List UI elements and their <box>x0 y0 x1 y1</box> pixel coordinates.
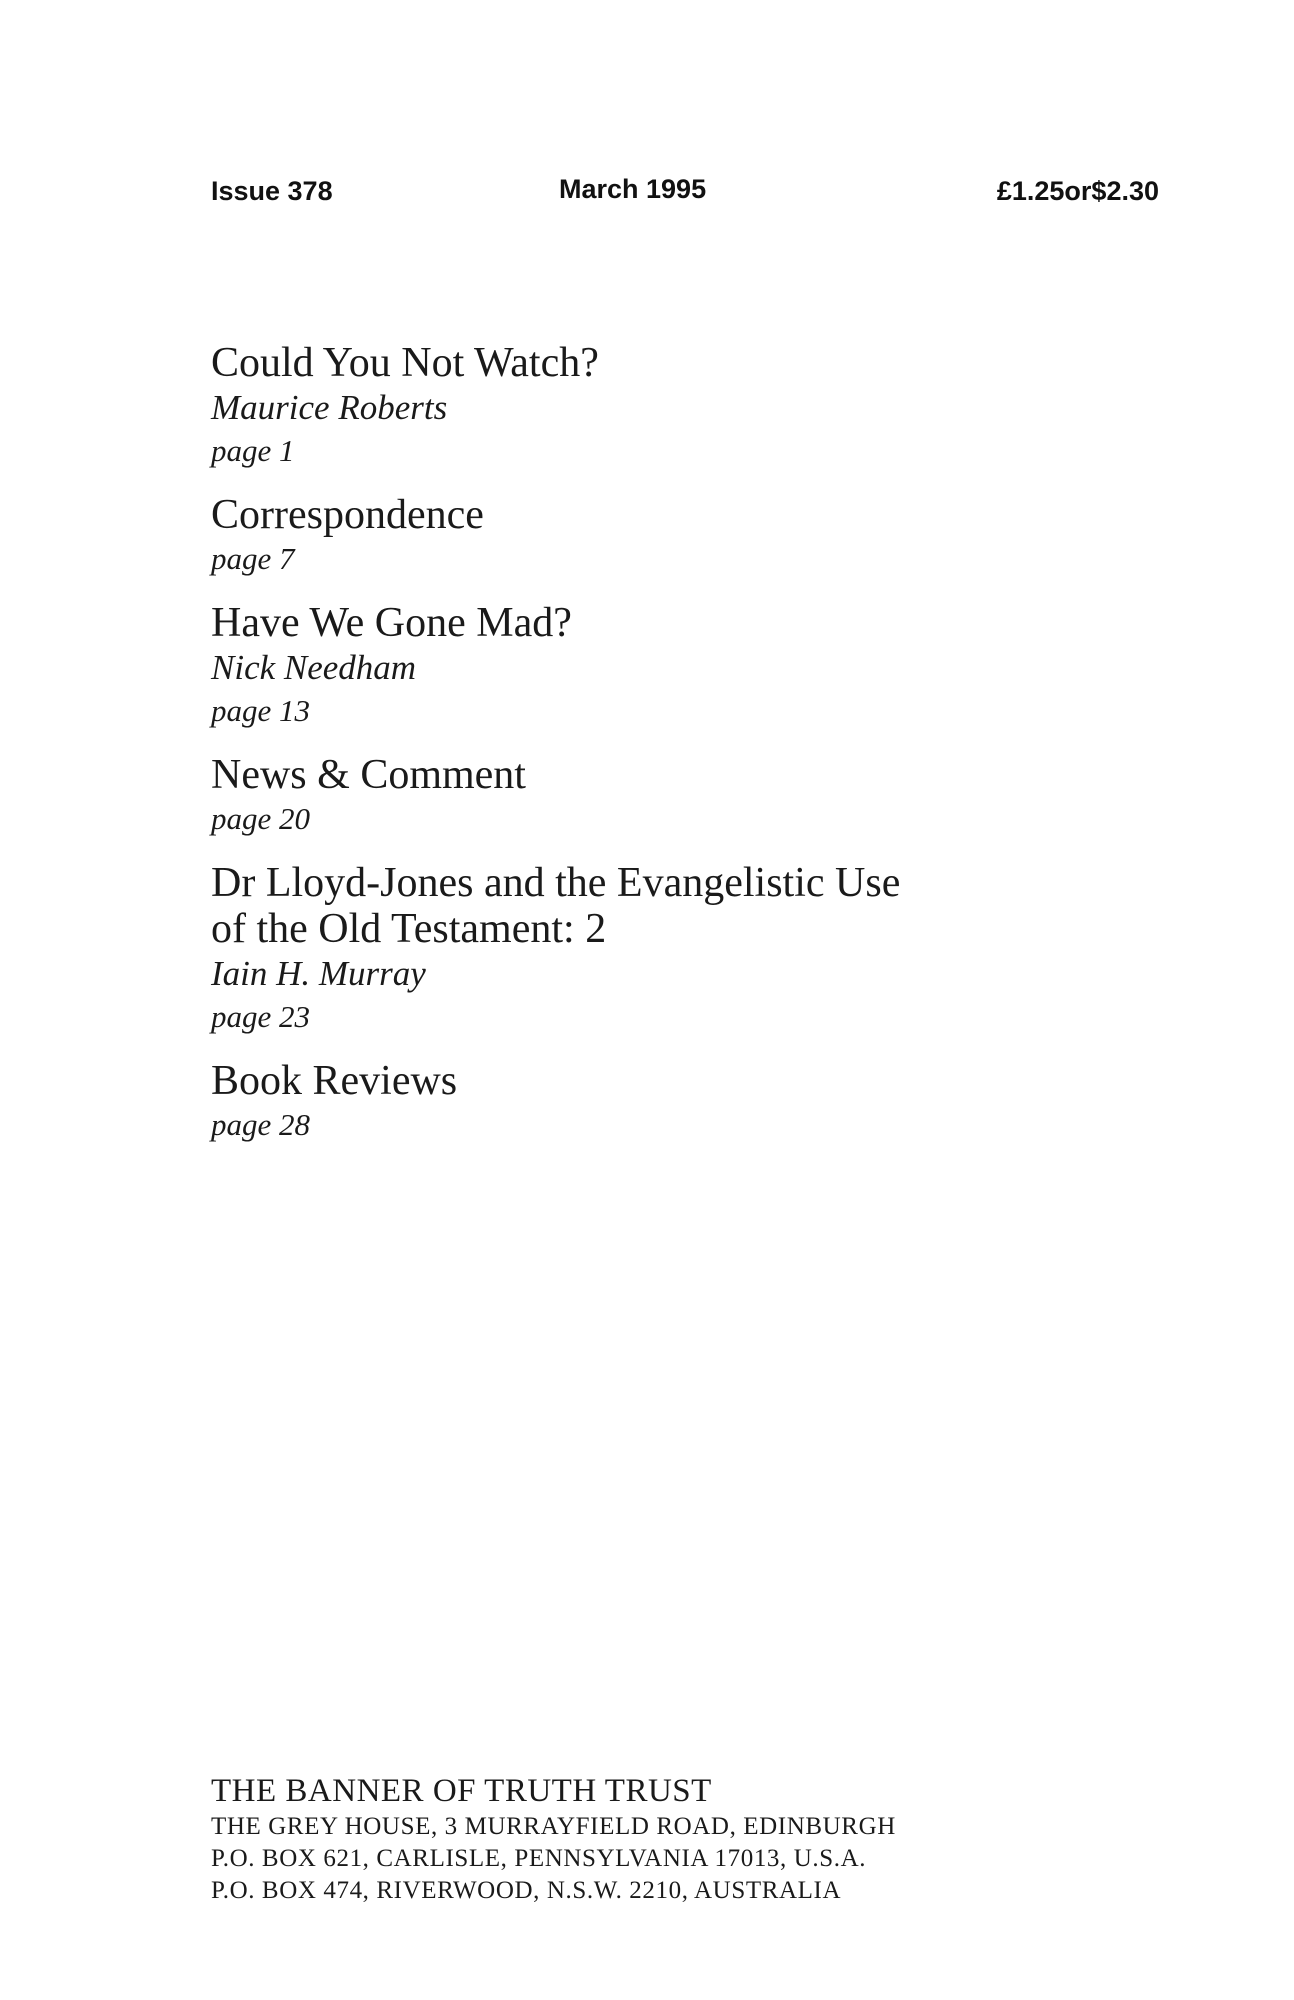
publisher-block <box>211 1771 1211 1907</box>
publisher-address: P.O. BOX 621, CARLISLE, PENNSYLVANIA 17013, U.S.A. <box>211 1845 867 1872</box>
price <box>997 176 1159 207</box>
article-title: Book Reviews <box>211 1058 458 1104</box>
article-title: Have We Gone Mad? <box>211 600 572 646</box>
price-usd: $2.30 <box>1091 176 1159 206</box>
article-page: page 13 <box>211 693 311 728</box>
article-page: page 23 <box>211 999 311 1034</box>
article-title: Correspondence <box>211 492 484 538</box>
article-title: Could You Not Watch? <box>211 340 599 386</box>
contents-entry <box>211 860 1111 1038</box>
contents-entry <box>211 492 1111 580</box>
issue-date: March 1995 <box>559 174 707 204</box>
article-author: Maurice Roberts <box>211 388 448 427</box>
article-author: Iain H. Murray <box>211 954 426 993</box>
article-title: News & Comment <box>211 752 526 798</box>
article-author: Nick Needham <box>211 648 417 687</box>
publisher-address: THE GREY HOUSE, 3 MURRAYFIELD ROAD, EDINBURGH <box>211 1813 896 1840</box>
contents-entry <box>211 340 1111 472</box>
contents-entry <box>211 752 1111 840</box>
masthead <box>211 176 1159 216</box>
article-page: page 20 <box>211 801 311 836</box>
contents-entry <box>211 1058 1111 1146</box>
issue-number: Issue 378 <box>211 176 333 206</box>
article-page: page 28 <box>211 1107 311 1142</box>
article-title: Dr Lloyd-Jones and the Evangelistic Use of the Old Testament: 2 <box>211 860 901 952</box>
publisher-name: THE BANNER OF TRUTH TRUST <box>211 1773 712 1809</box>
article-page: page 7 <box>211 541 295 576</box>
price-gbp: £1.25 <box>996 176 1065 206</box>
contents-entry <box>211 600 1111 732</box>
article-page: page 1 <box>211 433 295 468</box>
publisher-address: P.O. BOX 474, RIVERWOOD, N.S.W. 2210, AUSTRALIA <box>211 1877 842 1904</box>
table-of-contents <box>211 340 1111 1166</box>
price-or: or <box>1064 176 1092 206</box>
